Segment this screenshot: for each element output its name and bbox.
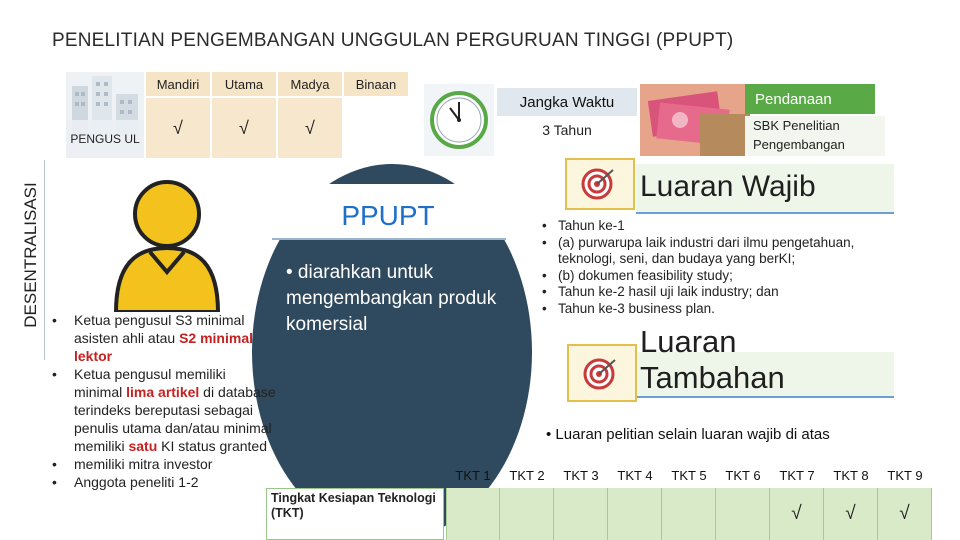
side-divider (44, 160, 45, 360)
target-icon (565, 158, 635, 210)
side-label-text: DESENTRALISASI (21, 182, 40, 328)
jangka-waktu-value: 3 Tahun (542, 122, 592, 138)
tkt-cell (554, 488, 608, 540)
ppupt-title: PPUPT (341, 200, 435, 231)
luaran-wajib-title: Luaran Wajib (640, 170, 816, 203)
requirement-item: • memiliki mitra investor (52, 455, 276, 473)
scheme-header-utama: Utama (212, 72, 276, 96)
tkt-header: TKT 4 (617, 467, 653, 483)
tkt-header: TKT 8 (833, 467, 869, 483)
tkt-cell (446, 488, 500, 540)
scheme-check-utama (212, 98, 276, 158)
requirements-list (52, 311, 276, 491)
tkt-header: TKT 3 (563, 467, 599, 483)
requirement-highlight: lima artikel (126, 384, 200, 400)
target-icon (567, 344, 637, 402)
luaran-tambahan-text: • Luaran pelitian selain luaran wajib di atas (546, 426, 830, 443)
check-mark: √ (239, 117, 249, 138)
requirement-item (52, 365, 276, 455)
tkt-header: TKT 7 (779, 467, 815, 483)
pendanaan-value: SBK Penelitian Pengembangan (745, 116, 885, 156)
tkt-header: TKT 9 (887, 467, 923, 483)
luaran-tambahan-title-line1: Luaran (640, 324, 737, 359)
luaran-tambahan-title (640, 324, 785, 396)
luaran-wajib-item: • Tahun ke-2 hasil uji laik industry; dan (542, 284, 882, 301)
scheme-check-madya (278, 98, 342, 158)
luaran-wajib-item: • (a) purwarupa laik industri dari ilmu pengetahuan, teknologi, seni, dan budaya yang berKI; (542, 235, 882, 268)
tkt-header: TKT 6 (725, 467, 761, 483)
pendanaan-label: Pendanaan (745, 84, 875, 114)
requirement-text: Ketua pengusul S3 minimal asisten ahli atau (74, 312, 245, 346)
scheme-check-binaan (344, 98, 408, 158)
tkt-cell: √ (770, 488, 824, 540)
ppupt-bullet: • diarahkan untuk mengembangkan produk komersial (286, 262, 497, 335)
requirement-text: Ketua pengusul memiliki minimal (74, 366, 226, 400)
jangka-waktu-label: Jangka Waktu (497, 88, 637, 116)
requirement-item: • Anggota peneliti 1-2 (52, 473, 276, 491)
scheme-header-mandiri: Mandiri (146, 72, 210, 96)
requirement-text: di database terindeks bereputasi sebagai penulis utama dan/atau minimal memiliki (74, 384, 276, 454)
tkt-cell: √ (878, 488, 932, 540)
requirement-highlight: satu (128, 438, 158, 454)
scheme-check-mandiri (146, 98, 210, 158)
requirement-highlight: S2 minimal lektor (74, 330, 253, 364)
tkt-label: Tingkat Kesiapan Teknologi (TKT) (266, 488, 444, 540)
requirement-item (52, 311, 276, 365)
person-icon (106, 172, 228, 312)
luaran-wajib-item: • Tahun ke-3 business plan. (542, 301, 882, 318)
tkt-cell (500, 488, 554, 540)
side-label (14, 160, 48, 350)
tkt-cell (608, 488, 662, 540)
page-title: PENELITIAN PENGEMBANGAN UNGGULAN PERGURUAN TINGGI (PPUPT) (52, 30, 734, 51)
luaran-wajib-item: • (b) dokumen feasibility study; (542, 268, 882, 285)
luaran-wajib-list (542, 218, 882, 317)
tkt-header: TKT 5 (671, 467, 707, 483)
ppupt-divider (272, 238, 506, 240)
check-mark: √ (305, 117, 315, 138)
clock-icon (424, 84, 494, 156)
tkt-header: TKT 1 (455, 467, 491, 483)
pengusul-label: PENGUS UL (66, 120, 144, 158)
tkt-cell (662, 488, 716, 540)
luaran-tambahan-title-line2: Tambahan (640, 360, 785, 395)
tkt-header: TKT 2 (509, 467, 545, 483)
scheme-header-madya: Madya (278, 72, 342, 96)
luaran-wajib-item: • Tahun ke-1 (542, 218, 882, 235)
tkt-cell (716, 488, 770, 540)
scheme-header-binaan: Binaan (344, 72, 408, 96)
money-image (640, 84, 750, 156)
tkt-cell: √ (824, 488, 878, 540)
requirement-text: KI status granted (161, 438, 267, 454)
check-mark: √ (173, 117, 183, 138)
